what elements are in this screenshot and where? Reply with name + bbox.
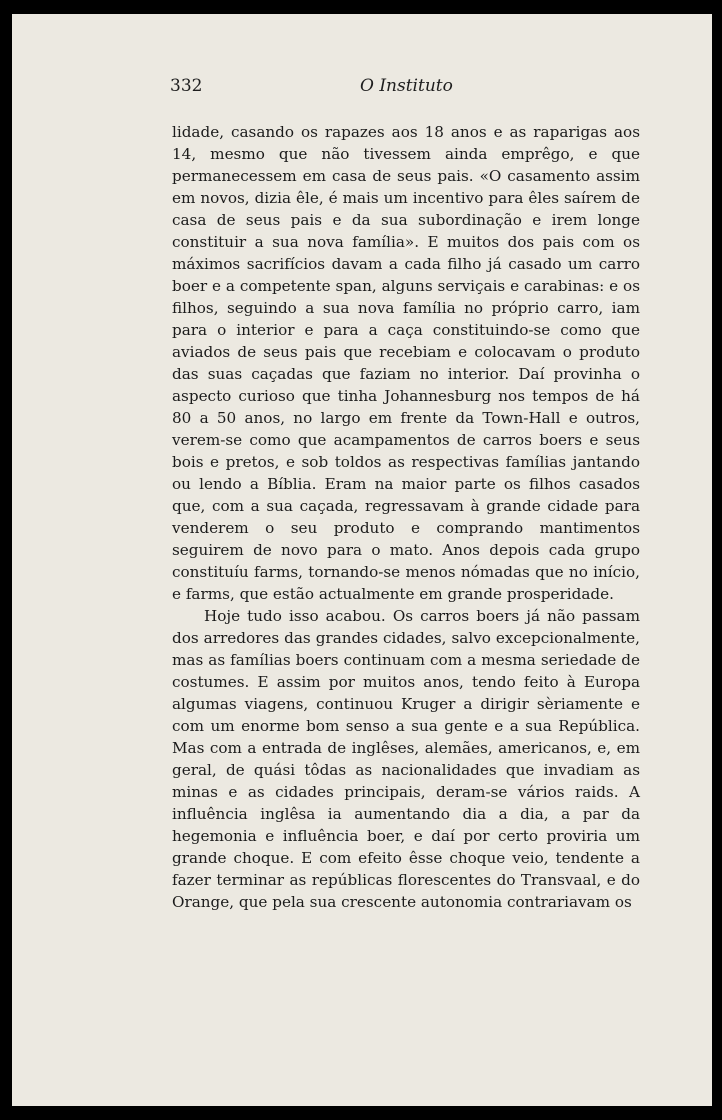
paragraph-1: lidade, casando os rapazes aos 18 anos e as raparigas aos 14, mesmo que não tivessem ainda emprêgo, e que permanecessem em casa de seus pais. «O casamento assim em novos, dizia êle, é mais um incentivo para êles saírem de casa de seus pais e da sua subordinação e irem longe constituir a sua nova família». E muitos dos pais com os máximos sacrifícios davam a cada filho já casado um carro boer e a competente span, alguns serviçais e carabinas: e os filhos, seguindo a sua nova família no próprio carro, iam para o interior e para a caça constituindo-se como que aviados de seus pais que recebiam e colocavam o produto das suas caçadas que faziam no interior. Daí provinha o aspecto curioso que tinha Johannesburg nos tempos de há 80 a 50 anos, no largo em frente da Town-Hall e outros, verem-se como que acampamentos de carros boers e seus bois e pretos, e sob toldos as respectivas famílias jantando ou lendo a Bíblia. Eram na maior parte os filhos casados que, com a sua caçada, regressavam à grande cidade para venderem o seu produto e comprando mantimentos seguirem de novo para o mato. Anos depois cada grupo constituíu farms, tornando-se menos nómadas que no início, e farms, que estão actualmente em grande prosperidade. [172,123,640,603]
page-number: 332 [170,76,203,96]
paragraph-2: Hoje tudo isso acabou. Os carros boers já não passam dos arredores das grandes cidades, salvo excepcionalmente, mas as famílias boers continuam com a mesma seriedade de costumes. E assim por muitos anos, tendo feito à Europa algumas viagens, continuou Kruger a dirigir sèriamente e com um enorme bom senso a sua gente e a sua República. Mas com a entrada de inglêses, alemães, americanos, e, em geral, de quási tôdas as nacionalidades que invadiam as minas e as cidades principais, deram-se vários raids. A influência inglêsa ia aumentando dia a dia, a par da hegemonia e influência boer, e daí por certo proviria um grande choque. E com efeito êsse choque veio, tendente a fazer terminar as repúblicas florescentes do Transvaal, e do Orange, que pela sua crescente autonomia contrariavam os [172,607,640,911]
body-text [172,121,640,913]
running-title: O Instituto [360,76,453,96]
page-header [158,76,632,100]
